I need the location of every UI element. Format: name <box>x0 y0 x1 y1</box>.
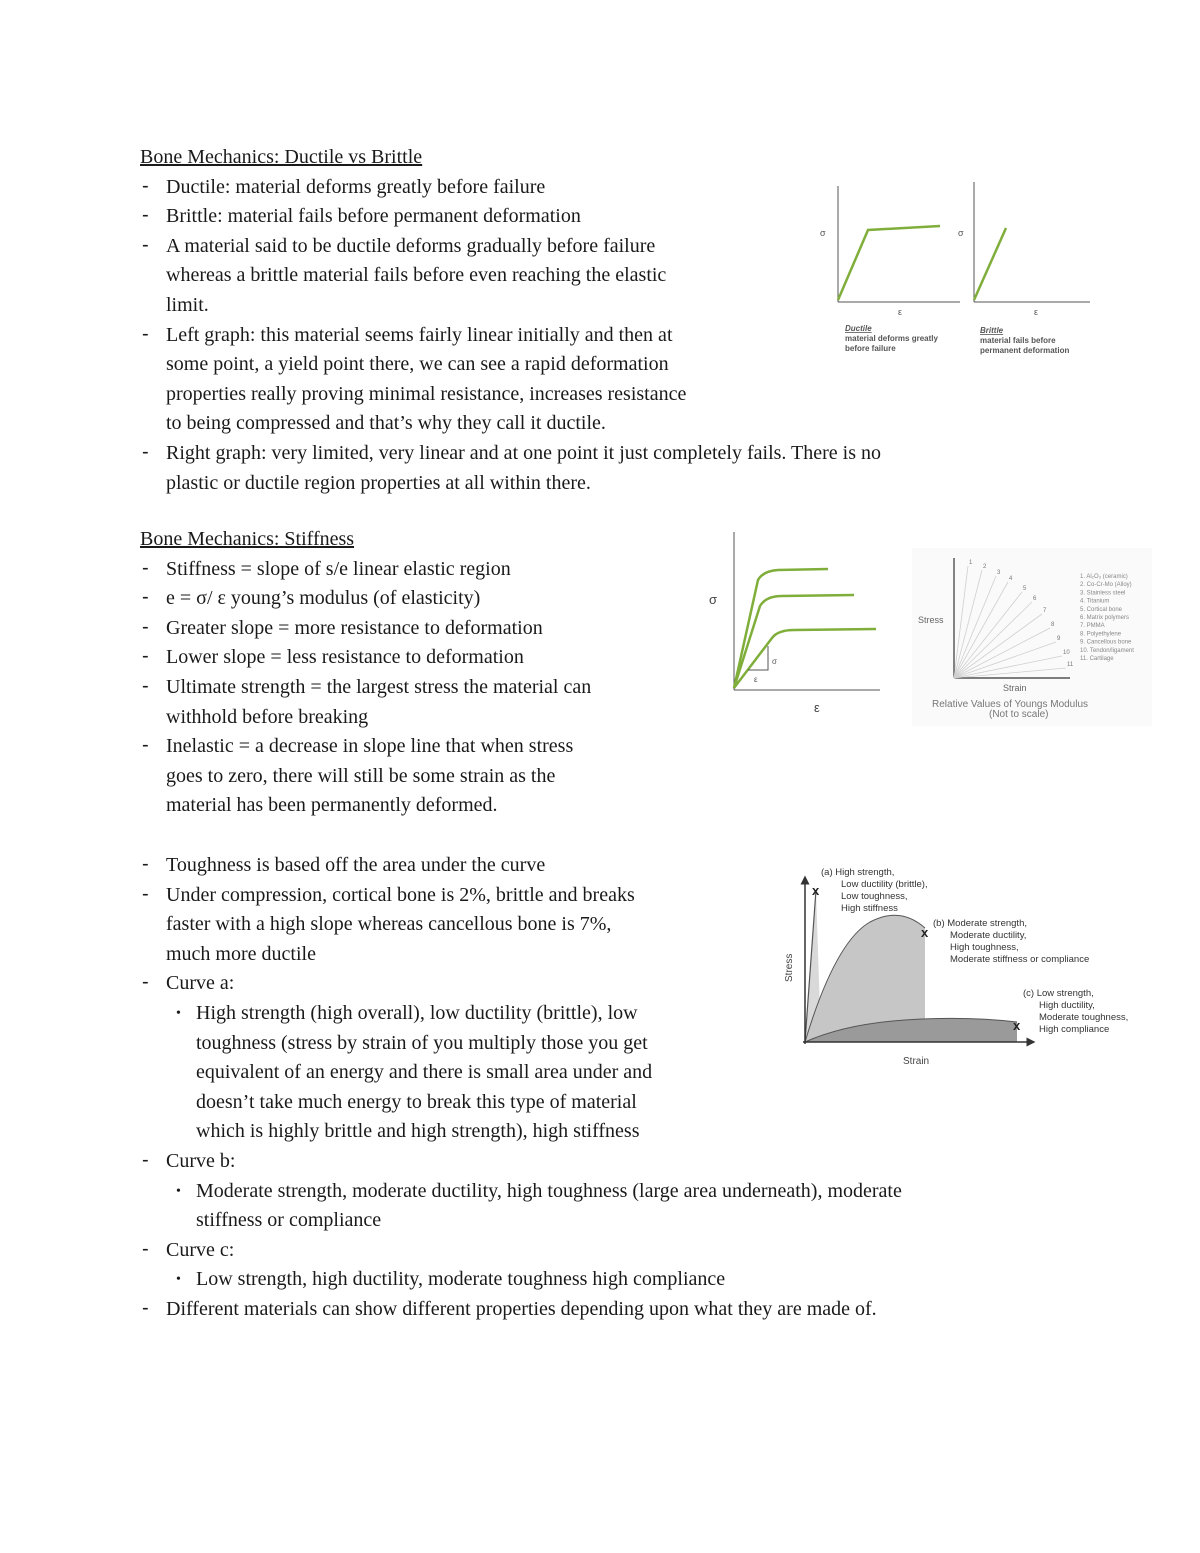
modulus-legend-item: 10. Tendon/ligament <box>1080 647 1134 654</box>
continuation-text: toughness (stress by strain of you multiply those you get <box>196 1031 648 1054</box>
label-b-line: (b) Moderate strength, <box>933 918 1027 929</box>
modulus-legend-item: 5. Cortical bone <box>1080 606 1123 613</box>
sub-bullet-continuation <box>140 1088 1080 1118</box>
bullet-continuation: much more ductile <box>166 942 316 965</box>
bullet-item: - A material said to be ductile deforms gradually before failure <box>140 232 1040 262</box>
bullet-continuation: limit. <box>166 293 209 316</box>
modulus-legend-item: 11. Cartilage <box>1080 656 1114 662</box>
modulus-legend-item: 8. Polyethylene <box>1080 631 1122 638</box>
bullet-item: - Under compression, cortical bone is 2%, brittle and breaks <box>140 881 1080 911</box>
triangle-sigma-label: σ <box>772 657 777 666</box>
bullet-continuation: plastic or ductile region properties at all within there. <box>166 471 591 494</box>
bullet-continuation: withhold before breaking <box>166 705 369 728</box>
sub-bullet-item: • Moderate strength, moderate ductility, high toughness (large area underneath), moderate <box>140 1177 1080 1207</box>
label-curve-b <box>933 918 1089 965</box>
label-b-line: Moderate ductility, <box>950 930 1027 941</box>
bullet-item: - Right graph: very limited, very linear and at one point it just completely fails. There is no <box>140 439 1040 469</box>
modulus-legend-item: 4. Titanium <box>1080 598 1110 605</box>
modulus-legend-item: 7. PMMA <box>1080 623 1105 630</box>
bullet-item: - Greater slope = more resistance to deformation <box>140 614 700 644</box>
figure-toughness-curves <box>775 862 1150 1072</box>
label-a-line: (a) High strength, <box>821 867 895 878</box>
bullet-continuation: properties really proving minimal resistance, increases resistance <box>166 382 687 405</box>
modulus-line-number: 2 <box>983 564 987 570</box>
bullet-item: - Inelastic = a decrease in slope line that when stress <box>140 732 700 762</box>
modulus-line-number: 3 <box>997 570 1001 576</box>
label-b-line: High toughness, <box>950 942 1019 953</box>
section-heading: Bone Mechanics: Ductile vs Brittle <box>140 146 423 168</box>
modulus-legend-item: 1. Al₂O₃ (ceramic) <box>1080 574 1128 580</box>
continuation-text: doesn’t take much energy to break this type of material <box>196 1090 637 1113</box>
modulus-line-number: 8 <box>1051 622 1055 628</box>
bullet-item: - e = σ/ ε young’s modulus (of elasticity) <box>140 584 700 614</box>
bullet-item: - Brittle: material fails before permanent deformation <box>140 202 1040 232</box>
x-axis-label: ε <box>898 307 903 317</box>
triangle-epsilon-label: ε <box>754 675 758 684</box>
bullet-continuation: faster with a high slope whereas cancellous bone is 7%, <box>166 913 612 936</box>
modulus-line-number: 5 <box>1023 586 1027 592</box>
y-axis-label: σ <box>709 592 718 607</box>
ductile-desc-1: material deforms greatly <box>845 334 938 343</box>
modulus-line-number: 1 <box>969 560 973 566</box>
brittle-title: Brittle <box>980 326 1004 335</box>
modulus-legend-item: 6. Matrix polymers <box>1080 615 1130 621</box>
bullet-continuation: some point, a yield point there, we can see a rapid deformation <box>166 353 669 376</box>
modulus-legend <box>1080 574 1134 662</box>
continuation-text: equivalent of an energy and there is small area under and <box>196 1061 653 1084</box>
bullet-continuation: material has been permanently deformed. <box>166 794 498 817</box>
bullet-item: - Stiffness = slope of s/e linear elastic region <box>140 555 700 585</box>
sub-bullet-item: • Low strength, high ductility, moderate toughness high compliance <box>140 1265 1080 1295</box>
failure-mark-b: x <box>921 925 929 940</box>
sub-bullet-continuation <box>140 1206 1080 1236</box>
figure-stiffness-curves <box>700 528 890 718</box>
modulus-line-number: 10 <box>1063 650 1070 656</box>
bullet-continuation: whereas a brittle material fails before even reaching the elastic <box>166 264 667 287</box>
label-c-line: High compliance <box>1039 1024 1110 1035</box>
failure-mark-c: x <box>1013 1018 1021 1033</box>
modulus-legend-item: 9. Cancellous bone <box>1080 639 1132 646</box>
modulus-line-number: 9 <box>1057 636 1061 642</box>
bullet-item: - Ductile: material deforms greatly before failure <box>140 173 1040 203</box>
x-axis-label: ε <box>1034 307 1039 317</box>
label-a-line: High stiffness <box>841 903 898 914</box>
figure-ductile-brittle <box>810 178 1100 363</box>
modulus-line-number: 11 <box>1067 662 1074 668</box>
x-axis-label: ε <box>814 700 820 715</box>
modulus-line-number: 6 <box>1033 596 1037 602</box>
label-a-line: Low ductility (brittle), <box>841 879 928 890</box>
bullet-item: - Left graph: this material seems fairly linear initially and then at <box>140 321 1040 351</box>
label-c-line: (c) Low strength, <box>1023 988 1094 999</box>
ductile-plot <box>820 186 960 353</box>
ductile-curve <box>838 226 940 300</box>
bullet-continuation: to being compressed and that’s why they call it ductile. <box>166 412 606 435</box>
label-curve-c <box>1023 988 1128 1035</box>
label-a-line: Low toughness, <box>841 891 908 902</box>
bullet-continuation: goes to zero, there will still be some strain as the <box>166 764 556 787</box>
label-b-line: Moderate stiffness or compliance <box>950 954 1090 965</box>
bullet-item: - Curve b: <box>140 1147 1080 1177</box>
brittle-desc-2: permanent deformation <box>980 346 1070 355</box>
bullet-item: - Toughness is based off the area under the curve <box>140 851 1080 881</box>
caption-line-2: (Not to scale) <box>989 709 1049 720</box>
caption-line-1: Relative Values of Youngs Modulus <box>932 699 1089 710</box>
brittle-curve <box>974 228 1006 300</box>
modulus-legend-item: 3. Stainless steel <box>1080 590 1126 597</box>
section-stiffness <box>140 525 700 821</box>
ductile-desc-2: before failure <box>845 344 896 353</box>
bullet-item: - Different materials can show different properties depending upon what they are made of. <box>140 1295 1080 1325</box>
label-c-line: Moderate toughness, <box>1039 1012 1129 1023</box>
modulus-line-number: 7 <box>1043 608 1047 614</box>
bullet-item: - Curve c: <box>140 1236 1080 1266</box>
brittle-desc-1: material fails before <box>980 336 1056 345</box>
continuation-text: stiffness or compliance <box>196 1209 382 1232</box>
modulus-legend-item: 2. Co-Cr-Mo (Alloy) <box>1080 582 1132 589</box>
modulus-line-number: 4 <box>1009 576 1013 582</box>
continuation-text: which is highly brittle and high strength), high stiffness <box>196 1120 640 1143</box>
bullet-item: - Ultimate strength = the largest stress the material can <box>140 673 700 703</box>
x-axis-label: Strain <box>903 1056 930 1067</box>
label-curve-a <box>821 867 928 914</box>
sub-bullet-continuation <box>140 1117 1080 1147</box>
sub-bullet-item: • High strength (high overall), low ductility (brittle), low <box>140 999 1080 1029</box>
bullet-item: - Lower slope = less resistance to deformation <box>140 643 700 673</box>
x-axis-label: Strain <box>1003 683 1027 693</box>
y-axis-label: Stress <box>784 953 795 982</box>
ductile-title: Ductile <box>845 324 872 333</box>
y-axis-label: Stress <box>918 615 944 625</box>
label-c-line: High ductility, <box>1039 1000 1095 1011</box>
y-axis-label: σ <box>958 228 964 238</box>
figure-youngs-modulus <box>912 548 1152 726</box>
y-axis-label: σ <box>820 228 826 238</box>
failure-mark-a: x <box>812 883 820 898</box>
brittle-plot <box>958 182 1090 355</box>
section-heading: Bone Mechanics: Stiffness <box>140 528 355 550</box>
bullet-item: - Curve a: <box>140 969 1080 999</box>
